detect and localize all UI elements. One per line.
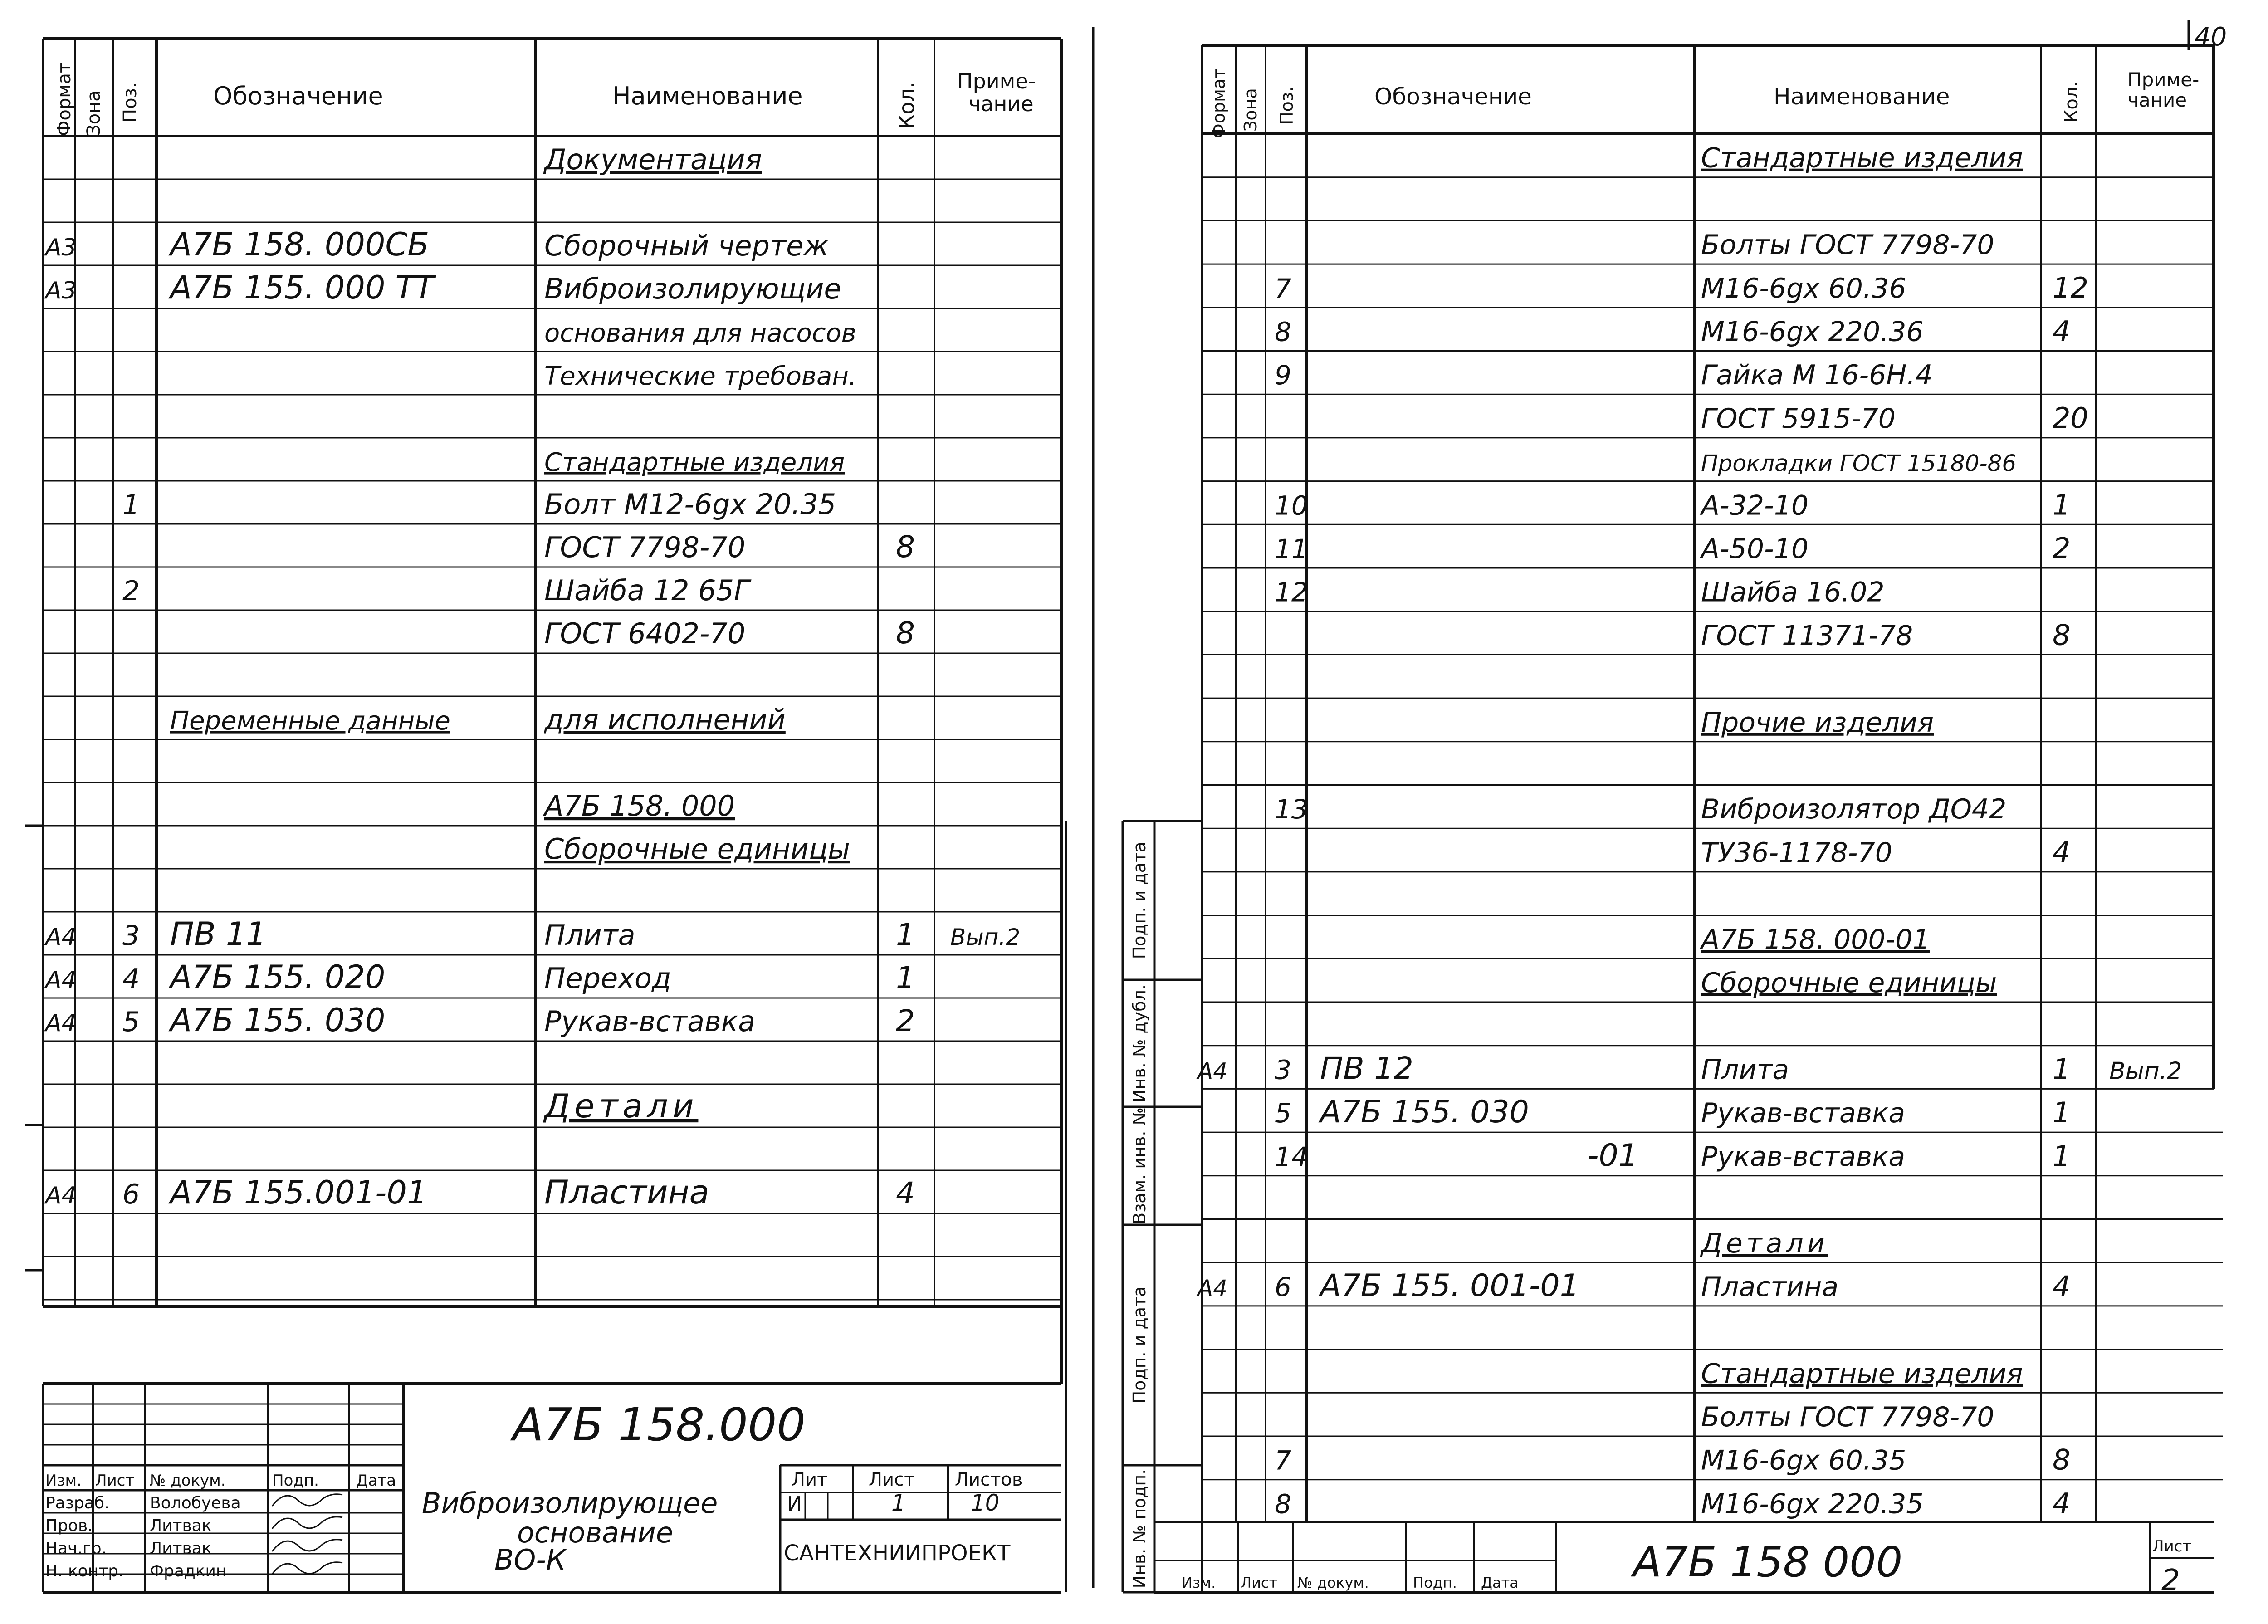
right-doc-code: А7Б 158 000 [1633,1538,1903,1586]
qty-cell: 1 [2053,1096,2071,1130]
name-cell: А-50-10 [1701,533,1809,565]
name-cell: Гайка М 16-6Н.4 [1701,359,1933,391]
name-cell: Пластина [544,1173,709,1211]
stamp-role: Пров. [45,1516,93,1535]
qty-cell: 12 [2053,271,2088,304]
name-cell: Болт М12-6gх 20.35 [544,488,836,521]
name-cell: Болты ГОСТ 7798-70 [1701,1401,1994,1433]
format-header: Формат [54,62,75,136]
name-cell: М16-6gх 60.35 [1701,1444,1906,1477]
qty-cell: 1 [2053,488,2071,522]
designation-cell: А7Б 155. 020 [170,959,386,996]
qty-cell: 8 [896,529,915,564]
format-header-r: Формат [1209,68,1229,138]
left-stamp-fields [45,1472,396,1580]
qty-cell: 2 [896,1003,915,1038]
designation-cell: А7Б 155. 000 ТТ [170,269,435,306]
sheet-label: Лист [2152,1537,2192,1556]
name-cell: Технические требован. [544,362,857,391]
designation-cell: А7Б 155.001-01 [170,1174,427,1211]
listov-label: Листов [955,1469,1023,1490]
pos-cell: 13 [1275,794,1308,825]
name-cell: ГОСТ 7798-70 [544,531,746,564]
format-cell: А4 [1198,1275,1228,1301]
designation-cell: А7Б 155. 030 [1320,1094,1529,1130]
pos-cell: 12 [1275,577,1308,608]
note-cell: Вып.2 [950,924,1021,950]
qty-cell: 8 [896,616,915,651]
pos-cell: 14 [1275,1141,1308,1172]
pos-cell: 6 [122,1179,140,1210]
name-cell: А7Б 158. 000-01 [1701,924,1930,956]
stamp-header-cell: № докум. [1297,1574,1369,1591]
lit-label: Лит [792,1469,828,1490]
stamp-header-cell: Лист [95,1472,135,1490]
side-strip-label: Инв. № дубл. [1129,984,1149,1102]
name-cell: Шайба 16.02 [1701,576,1885,608]
stamp-header-cell: Подп. [272,1472,319,1490]
pos-cell: 8 [1275,1488,1291,1520]
format-cell: А3 [45,234,77,261]
zone-header-r: Зона [1241,88,1261,132]
pos-cell: 3 [1275,1054,1291,1086]
title-line-2: основание [517,1516,673,1549]
side-strip-label: Инв. № подп. [1129,1469,1149,1589]
sheet-value: 2 [2161,1564,2180,1597]
qty-header-r: Кол. [2061,81,2082,122]
pos-cell: 5 [1275,1098,1291,1129]
pos-cell: 7 [1275,273,1291,304]
pos-cell: 9 [1275,360,1291,391]
signature-icon [272,1517,342,1529]
pos-cell: 10 [1275,490,1308,521]
format-cell: А4 [45,967,77,994]
name-cell: М16-6gх 60.36 [1701,272,1906,304]
pos-header: Поз. [120,82,141,122]
side-strip-label: Подп. и дата [1129,1286,1149,1404]
zone-header: Зона [83,90,104,136]
stamp-header-cell: Лист [1241,1574,1278,1591]
format-cell: А3 [45,277,77,304]
name-cell: Сборочные единицы [1701,967,1997,999]
stamp-person: Волобуева [150,1494,241,1512]
name-cell: А7Б 158. 000 [544,789,735,822]
qty-cell: 4 [2053,314,2071,348]
qty-header: Кол. [894,82,919,129]
name-cell: М16-6gх 220.35 [1701,1488,1924,1520]
name-cell: Рукав-вставка [1701,1140,1906,1173]
note-cell: Вып.2 [2109,1057,2182,1085]
name-cell: Стандартные изделия [1701,1358,2023,1390]
lit-value: И [787,1492,802,1516]
name-cell: Виброизолятор ДО42 [1701,793,2007,826]
designation-header: Обозначение [213,82,383,110]
name-cell: Стандартные изделия [1701,142,2023,174]
pos-header-r: Поз. [1277,86,1297,125]
pos-cell: 1 [122,489,140,521]
qty-cell: 20 [2053,401,2088,435]
stamp-role: Н. контр. [45,1562,124,1580]
qty-cell: 4 [2053,1269,2071,1303]
right-sheet [1066,45,2223,1597]
qty-cell: 4 [2053,1487,2071,1520]
designation-header-r: Обозначение [1374,83,1532,110]
pos-cell: 2 [122,575,140,607]
name-cell: Сборочный чертеж [544,229,829,262]
name-cell: Прочие изделия [1701,706,1934,739]
note-header-line1-r: Приме- [2127,68,2200,91]
side-strip-labels [1129,842,1149,1589]
signature-icon [272,1562,342,1574]
right-stamp-header [1182,1574,1519,1591]
designation-cell: А7Б 155. 030 [170,1002,386,1039]
name-cell: Виброизолирующие [544,272,841,305]
name-cell: основания для насосов [544,318,856,348]
name-cell: А-32-10 [1701,489,1809,522]
pos-cell: 5 [122,1006,140,1038]
stamp-person: Литвак [150,1516,212,1535]
qty-cell: 2 [2053,532,2071,565]
stamp-header-cell: Изм. [45,1472,82,1490]
note-header-line1: Приме- [957,69,1036,93]
right-spec-rows [1196,142,2182,1520]
designation-cell: ПВ 11 [170,915,266,953]
pos-cell: 6 [1275,1271,1291,1302]
name-cell: Шайба 12 65Г [544,574,750,607]
name-cell: Детали [1701,1228,1828,1260]
name-cell: Документация [544,143,762,176]
designation-cell: Переменные данные [170,706,450,736]
name-cell: Сборочные единицы [544,832,850,866]
name-cell: М16-6gх 220.36 [1701,316,1924,348]
stamp-person: Литвак [150,1539,212,1558]
name-cell: Пластина [1701,1271,1839,1303]
name-cell: Переход [544,962,671,995]
side-strip-label: Взам. инв. № [1129,1107,1149,1225]
name-cell: для исполнений [544,703,786,736]
qty-cell: 4 [2053,835,2071,869]
format-cell: А4 [45,1010,77,1037]
stamp-role: Нач.гр. [45,1539,107,1558]
name-cell: ГОСТ 11371-78 [1701,620,1913,652]
right-header [1209,68,2199,138]
name-cell: Рукав-вставка [544,1005,756,1038]
format-cell: А4 [45,924,77,951]
list-label: Лист [869,1469,915,1490]
name-cell: ТУ36-1178-70 [1701,836,1892,869]
stamp-header-cell: Изм. [1182,1574,1216,1591]
note-header-line2: чание [968,92,1034,116]
left-sheet [25,27,1093,1592]
format-cell: А4 [45,1182,77,1209]
qty-cell: 4 [896,1176,915,1211]
signature-icon [272,1494,342,1506]
qty-cell: 1 [896,960,915,995]
stamp-header-cell: Дата [356,1472,396,1490]
stamp-header-cell: № докум. [150,1472,226,1490]
page-number: 40 [2195,22,2227,52]
designation-cell: -01 [1588,1137,1638,1174]
pos-cell: 8 [1275,316,1291,347]
title-line-3: ВО-К [494,1543,566,1576]
pos-cell: 4 [122,963,140,995]
left-header [54,63,1036,136]
left-title-block [45,1398,1022,1580]
designation-cell: А7Б 158. 000СБ [170,226,430,263]
stamp-person: Фрадкин [150,1562,227,1580]
stamp-header-cell: Дата [1481,1574,1519,1591]
name-header: Наименование [612,82,803,110]
name-cell: ГОСТ 5915-70 [1701,402,1896,435]
signature-icon [272,1540,342,1551]
right-grid-lines [1066,45,2223,1592]
designation-cell: ПВ 12 [1320,1051,1413,1087]
stamp-role: Разраб. [45,1494,110,1512]
list-value: 1 [891,1490,906,1516]
qty-cell: 8 [2053,1443,2071,1477]
name-cell: Болты ГОСТ 7798-70 [1701,229,1994,261]
qty-cell: 1 [2053,1052,2071,1086]
org-name: САНТЕХНИИПРОЕКТ [784,1541,1011,1566]
name-cell: Рукав-вставка [1701,1097,1906,1130]
pos-cell: 11 [1275,533,1308,564]
left-doc-code: А7Б 158.000 [513,1398,806,1451]
pos-cell: 3 [122,920,140,952]
designation-cell: А7Б 155. 001-01 [1320,1267,1579,1304]
qty-cell: 1 [2053,1139,2071,1173]
listov-value: 10 [971,1490,1000,1516]
pos-cell: 7 [1275,1445,1291,1476]
note-header-line2-r: чание [2127,89,2187,111]
stamp-header-cell: Подп. [1413,1574,1457,1591]
format-cell: А4 [1198,1058,1228,1085]
name-cell: ГОСТ 6402-70 [544,617,746,650]
name-header-r: Наименование [1774,83,1950,110]
name-cell: Плита [544,919,635,952]
name-cell: Стандартные изделия [544,448,845,477]
title-line-1: Виброизолирующее [422,1487,718,1520]
qty-cell: 8 [2053,618,2071,652]
right-title-block [1182,1537,2191,1597]
name-cell: Детали [544,1087,699,1125]
name-cell: Прокладки ГОСТ 15180-86 [1701,450,2017,477]
qty-cell: 1 [896,917,915,952]
name-cell: Плита [1701,1054,1789,1086]
left-spec-rows [44,143,1020,1211]
side-strip-label: Подп. и дата [1129,841,1149,959]
